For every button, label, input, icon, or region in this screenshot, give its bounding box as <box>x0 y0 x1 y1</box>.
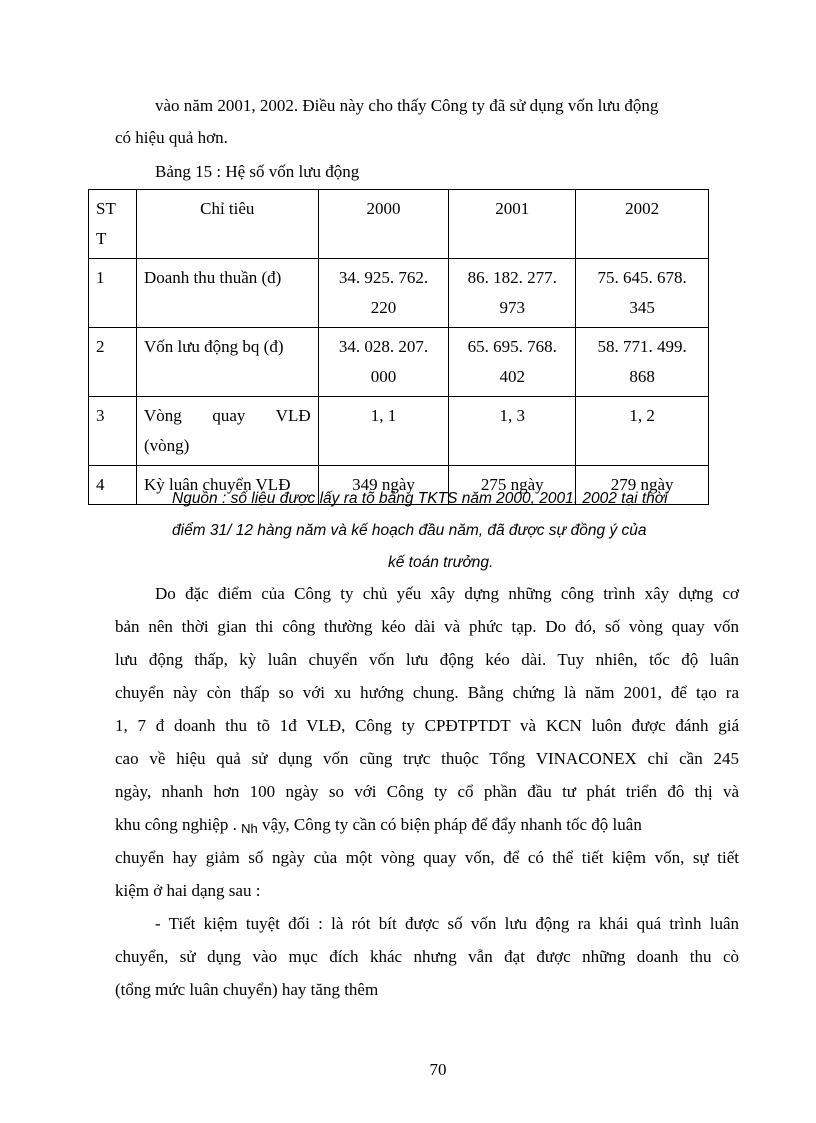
table-row <box>89 397 709 466</box>
row-value-2000: 349 ngày <box>318 466 449 505</box>
row-label: Kỳ luân chuyển VLĐ <box>136 466 318 505</box>
paragraph-2-line-1: - Tiết kiệm tuyệt đối : là rót bít được số vốn lưu động ra khái quá trình luân <box>155 914 739 933</box>
paragraph-2-line-3: (tổng mức luân chuyển) hay tăng thêm <box>115 980 379 999</box>
row-value-2000: 34. 925. 762. 220 <box>318 259 449 328</box>
row-value-2002: 75. 645. 678. 345 <box>576 259 709 328</box>
header-stt: ST T <box>89 190 137 259</box>
table-row <box>89 328 709 397</box>
table-header-row <box>89 190 709 259</box>
working-capital-table <box>88 189 709 505</box>
paragraph-1-line-2: bản nên thời gian thi công thường kéo dài và phức tạp. Do đó, số vòng quay vốn <box>115 617 739 636</box>
row-value-2001: 1, 3 <box>449 397 576 466</box>
header-2002: 2002 <box>576 190 709 259</box>
row-value-2002: 1, 2 <box>576 397 709 466</box>
page-number: 70 <box>429 1060 447 1079</box>
intro-line-1: vào năm 2001, 2002. Điều này cho thấy Công ty đã sử dụng vốn lưu động <box>155 96 659 115</box>
row-stt: 1 <box>89 259 137 328</box>
paragraph-1-line-1: Do đặc điểm của Công ty chủ yếu xây dựng những công trình xây dựng cơ <box>155 584 739 603</box>
header-chi-tieu: Chỉ tiêu <box>136 190 318 259</box>
row-value-2002: 279 ngày <box>576 466 709 505</box>
paragraph-1-line-9: chuyển hay giảm số ngày của một vòng quay vốn, để có thể tiết kiệm vốn, sự tiết <box>115 848 739 867</box>
header-2000: 2000 <box>318 190 449 259</box>
row-value-2001: 275 ngày <box>449 466 576 505</box>
row-label: Doanh thu thuần (đ) <box>136 259 318 328</box>
row-stt: 2 <box>89 328 137 397</box>
row-value-2001: 86. 182. 277. 973 <box>449 259 576 328</box>
paragraph-1-line-8: khu công nghiệp . Nh vậy, Công ty cần có biện pháp để đẩy nhanh tốc độ luân <box>115 815 642 836</box>
paragraph-1-line-3: lưu động thấp, kỳ luân chuyển vốn lưu động kéo dài. Tuy nhiên, tốc độ luân <box>115 650 739 669</box>
paragraph-1-line-6: cao về hiệu quả sử dụng vốn cũng trực thuộc Tổng VINACONEX chỉ cần 245 <box>115 749 739 768</box>
source-note-line-1: Nguồn : số liệu được lấy ra tõ bảng TKTS năm 2000, 2001, 2002 tại thời <box>172 490 668 507</box>
paragraph-2-line-2: chuyển, sử dụng vào mục đích khác nhưng vẫn đạt được những doanh thu cò <box>115 947 739 966</box>
source-note-line-2: điểm 31/ 12 hàng năm và kế hoạch đầu năm, đã được sự đồng ý của <box>172 522 647 539</box>
row-stt: 4 <box>89 466 137 505</box>
row-stt: 3 <box>89 397 137 466</box>
intro-line-2: có hiệu quả hơn. <box>115 128 228 147</box>
paragraph-1-line-4: chuyển này còn thấp so với xu hướng chung. Bằng chứng là năm 2001, để tạo ra <box>115 683 739 702</box>
paragraph-1-line-10: kiệm ở hai dạng sau : <box>115 881 261 900</box>
table-caption: Bảng 15 : Hệ số vốn lưu động <box>155 162 360 181</box>
paragraph-1-line-5: 1, 7 đ doanh thu tõ 1đ VLĐ, Công ty CPĐTPTDT và KCN luôn được đánh giá <box>115 716 739 735</box>
source-note-line-3: kế toán trưởng. <box>388 554 494 571</box>
table-row <box>89 259 709 328</box>
header-2001: 2001 <box>449 190 576 259</box>
row-value-2000: 1, 1 <box>318 397 449 466</box>
row-value-2002: 58. 771. 499. 868 <box>576 328 709 397</box>
row-value-2001: 65. 695. 768. 402 <box>449 328 576 397</box>
row-label: Vòng quay VLĐ (vòng) <box>136 397 318 466</box>
row-value-2000: 34. 028. 207. 000 <box>318 328 449 397</box>
paragraph-1-line-7: ngày, nhanh hơn 100 ngày so với Công ty cổ phần đầu tư phát triển đô thị và <box>115 782 739 801</box>
row-label: Vốn lưu động bq (đ) <box>136 328 318 397</box>
